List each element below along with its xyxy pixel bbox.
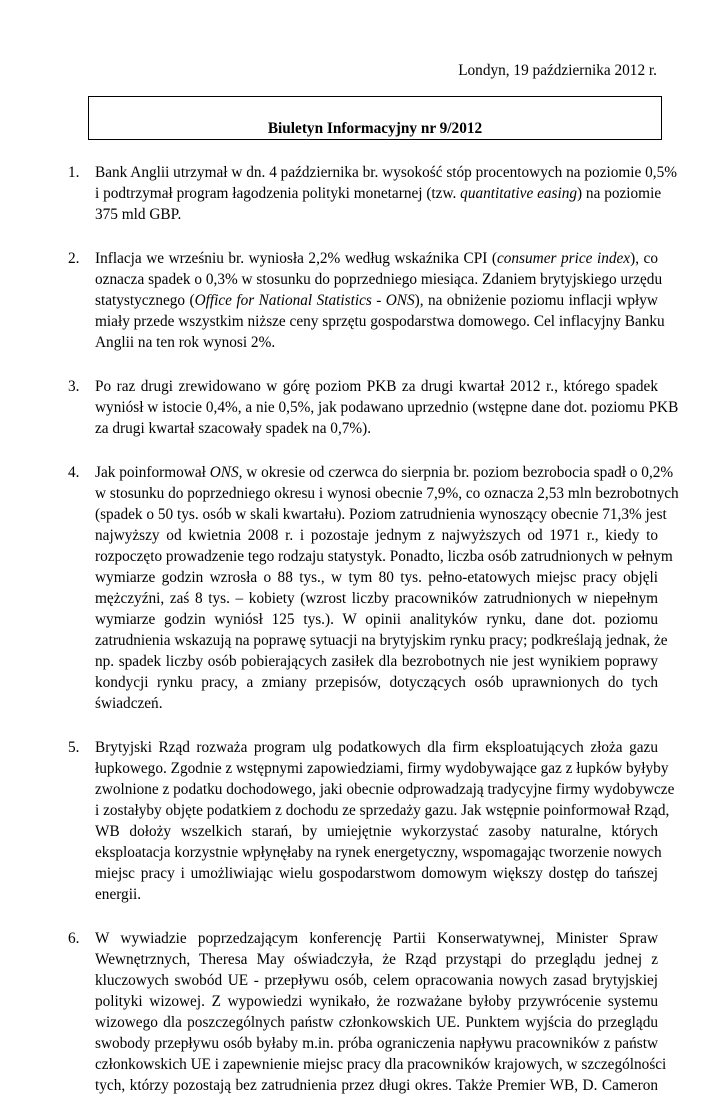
text-line: łupkowego. Zgodnie z wstępnymi zapowiedziami, firmy wydobywające gaz z łupków byłyby <box>95 760 669 777</box>
bulletin-item <box>68 248 665 353</box>
item-number: 5. <box>68 739 80 756</box>
text-line: tych, którzy pozostają bez zatrudnienia przez długi okres. Także Premier WB, D. Cameron <box>95 1077 658 1094</box>
italic-term: ONS <box>209 464 239 481</box>
text-line: i podtrzymał program łagodzenia polityki monetarnej (tzw. quantitative easing) na poziomie <box>95 185 662 202</box>
text-line: Anglii na ten rok wynosi 2%. <box>95 334 276 351</box>
bulletin-item <box>68 376 679 439</box>
text-line: eksploatacja korzystnie wpłynęłaby na rynek energetyczny, wspomagając tworzenie nowych <box>95 844 662 861</box>
text-line: Po raz drugi zrewidowano w górę poziom PKB za drugi kwartał 2012 r., którego spadek <box>95 378 658 395</box>
item-number: 3. <box>68 378 80 395</box>
text-line: kondycji rynku pracy, a zmiany przepisów, dotyczących osób uprawnionych do tych <box>95 674 658 691</box>
text-line: najwyższy od kwietnia 2008 r. i pozostaje jednym z najwyższych od 1971 r., kiedy to <box>95 527 658 544</box>
italic-term: quantitative easing <box>460 185 578 202</box>
title-box <box>88 96 662 140</box>
bulletin-item <box>68 462 679 714</box>
text-line: członkowskich UE i zapewnienie miejsc pracy dla pracowników krajowych, w szczególności <box>95 1056 667 1073</box>
item-text <box>95 248 665 353</box>
item-text <box>95 928 667 1096</box>
text-line: wizowego dla poszczególnych państw członkowskich UE. Punktem wyjścia do przeglądu <box>95 1014 658 1031</box>
text-line: świadczeń. <box>95 695 163 712</box>
text-line: Brytyjski Rząd rozważa program ulg podatkowych dla firm eksploatujących złoża gazu <box>95 739 658 756</box>
text-line: statystycznego (Office for National Statistics - ONS), na obniżenie poziomu inflacji wpływ <box>95 292 658 309</box>
text-line: swobody przepływu osób byłaby m.in. próba ograniczenia napływu pracowników z państw <box>95 1035 658 1052</box>
italic-term: Office for National Statistics - ONS <box>194 292 415 309</box>
bulletin-item <box>68 737 675 905</box>
item-number: 4. <box>68 464 80 481</box>
text-line: zwolnione z podatku dochodowego, jaki obecnie odprowadzają tradycyjne firmy wydobywcze <box>95 781 675 798</box>
text-line: Bank Anglii utrzymał w dn. 4 października br. wysokość stóp procentowych na poziomie 0,5% <box>95 164 678 181</box>
text-line: miały przede wszystkim niższe ceny sprzętu gospodarstwa domowego. Cel inflacyjny Banku <box>95 313 665 330</box>
text-line: (spadek o 50 tys. osób w skali kwartału). Poziom zatrudnienia wynoszący obecnie 71,3% jest <box>95 506 667 523</box>
text-line: wyniósł w istocie 0,4%, a nie 0,5%, jak podawano uprzednio (wstępne dane dot. poziomu PKB <box>95 399 679 416</box>
italic-term: consumer price index <box>496 250 631 267</box>
bulletin-item <box>68 928 667 1096</box>
text-line: 375 mld GBP. <box>95 206 182 223</box>
item-text <box>95 462 679 714</box>
document-date: Londyn, 19 października 2012 r. <box>458 62 657 79</box>
text-line: rozpoczęto prowadzenie tego rodzaju statystyk. Ponadto, liczba osób zatrudnionych w pełnym <box>95 548 673 565</box>
text-line: zatrudnienia wskazują na poprawę sytuacji na brytyjskim rynku pracy; podkreślają jednak, że <box>95 632 668 649</box>
text-line: Jak poinformował ONS, w okresie od czerwca do sierpnia br. poziom bezrobocia spadł o 0,2% <box>95 464 674 481</box>
text-line: w stosunku do poprzedniego okresu i wynosi obecnie 7,9%, co oznacza 2,53 mln bezrobotnych <box>95 485 679 502</box>
item-text <box>95 737 675 905</box>
text-line: za drugi kwartał szacowały spadek na 0,7%). <box>95 420 372 437</box>
text-line: oznacza spadek o 0,3% w stosunku do poprzedniego miesiąca. Zdaniem brytyjskiego urzędu <box>95 271 663 288</box>
item-number: 2. <box>68 250 80 267</box>
text-line: wymiarze godzin wzrosła o 88 tys., w tym 80 tys. pełno-etatowych miejsc pracy objęli <box>95 569 658 586</box>
item-number: 1. <box>68 164 80 181</box>
item-text <box>95 162 678 225</box>
text-line: energii. <box>95 886 142 903</box>
text-line: i zostałyby objęte podatkiem z dochodu ze sprzedaży gazu. Jak wstępnie poinformował Rząd, <box>95 802 670 819</box>
text-line: W wywiadzie poprzedzającym konferencję Partii Konserwatywnej, Minister Spraw <box>95 930 658 947</box>
text-line: wymiarze godzin wyniósł 125 tys.). W opinii analityków rynku, dane dot. poziomu <box>95 611 658 628</box>
document-title: Biuletyn Informacyjny nr 9/2012 <box>267 120 483 137</box>
text-line: Wewnętrznych, Theresa May oświadczyła, że Rząd przystąpi do przeglądu jednej z <box>95 951 658 968</box>
text-line: miejsc pracy i umożliwiając wielu gospodarstwom domowym większy dostęp do tańszej <box>95 865 658 882</box>
bulletin-item <box>68 162 678 225</box>
text-line: polityki wizowej. Z wypowiedzi wynikało, że rozważane byłoby przywrócenie systemu <box>95 993 658 1010</box>
bulletin-items <box>68 162 679 1119</box>
text-line: mężczyźni, zaś 8 tys. – kobiety (wzrost liczby pracowników zatrudnionych w niepełnym <box>95 590 658 607</box>
item-number: 6. <box>68 930 80 947</box>
item-text <box>95 376 679 439</box>
text-line: np. spadek liczby osób pobierających zasiłek dla bezrobotnych nie jest wynikiem poprawy <box>95 653 658 670</box>
text-line: WB dołoży wszelkich starań, by umiejętnie wykorzystać zasoby naturalne, których <box>95 823 658 840</box>
text-line: kluczowych swobód UE - przepływu osób, celem opracowania nowych zasad brytyjskiej <box>95 972 658 989</box>
text-line: Inflacja we wrześniu br. wyniosła 2,2% według wskaźnika CPI (consumer price index), co <box>95 250 658 267</box>
